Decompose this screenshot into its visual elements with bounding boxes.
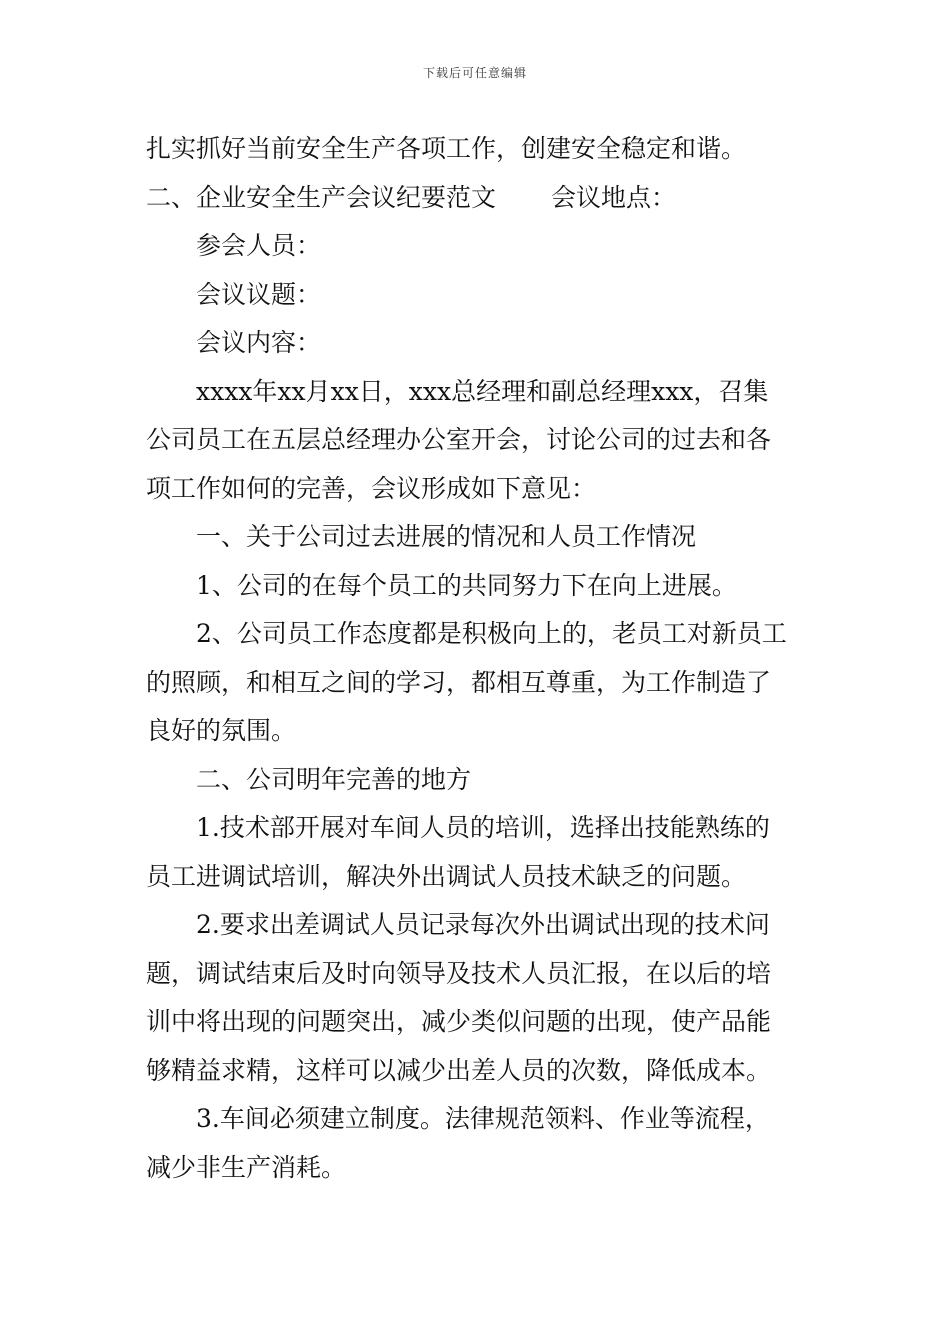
paragraph-line: 1、公司的在每个员工的共同努力下在向上进展。 [196,570,737,600]
paragraph-line: 3.车间必须建立制度。法律规范领料、作业等流程， [196,1104,770,1133]
section-heading: 二、企业安全生产会议纪要范文 会议地点： [146,182,677,212]
document-body [146,125,811,1192]
paragraph-line: 2.要求出差调试人员记录每次外出调试出现的技术问 [196,910,770,939]
meeting-topic-label: 会议议题： [196,279,322,309]
paragraph-line: 减少非生产消耗。 [146,1152,347,1182]
paragraph-line: 项工作如何的完善，会议形成如下意见： [146,473,597,503]
paragraph-line: 良好的氛围。 [146,716,297,745]
paragraph-line: 2、公司员工作态度都是积极向上的，老员工对新员工 [196,619,787,648]
attendees-label: 参会人员： [196,231,322,260]
subsection-heading: 一、关于公司过去进展的情况和人员工作情况 [196,522,697,551]
paragraph-line: 题，调试结束后及时向领导及技术人员汇报，在以后的培 [146,958,772,988]
paragraph-line: 1.技术部开展对车间人员的培训，选择出技能熟练的 [196,813,770,842]
paragraph-line: 够精益求精，这样可以减少出差人员的次数，降低成本。 [146,1055,772,1085]
paragraph-line: xxxx年xx月xx日，xxx总经理和副总经理xxx，召集 [196,376,769,406]
paragraph-line: 扎实抓好当前安全生产各项工作，创建安全稳定和谐。 [146,134,747,163]
meeting-location-label: 会议地点： [551,182,677,212]
meeting-content-label: 会议内容： [196,328,322,357]
page-header: 下载后可任意编辑 [422,66,527,80]
paragraph-line: 公司员工在五层总经理办公室开会，讨论公司的过去和各 [146,425,772,454]
paragraph-line: 员工进调试培训，解决外出调试人员技术缺乏的问题。 [146,861,747,891]
subsection-heading: 二、公司明年完善的地方 [196,764,472,794]
paragraph-line: 训中将出现的问题突出，减少类似问题的出现，使产品能 [146,1007,772,1036]
paragraph-line: 的照顾，和相互之间的学习，都相互尊重，为工作制造了 [146,667,772,697]
